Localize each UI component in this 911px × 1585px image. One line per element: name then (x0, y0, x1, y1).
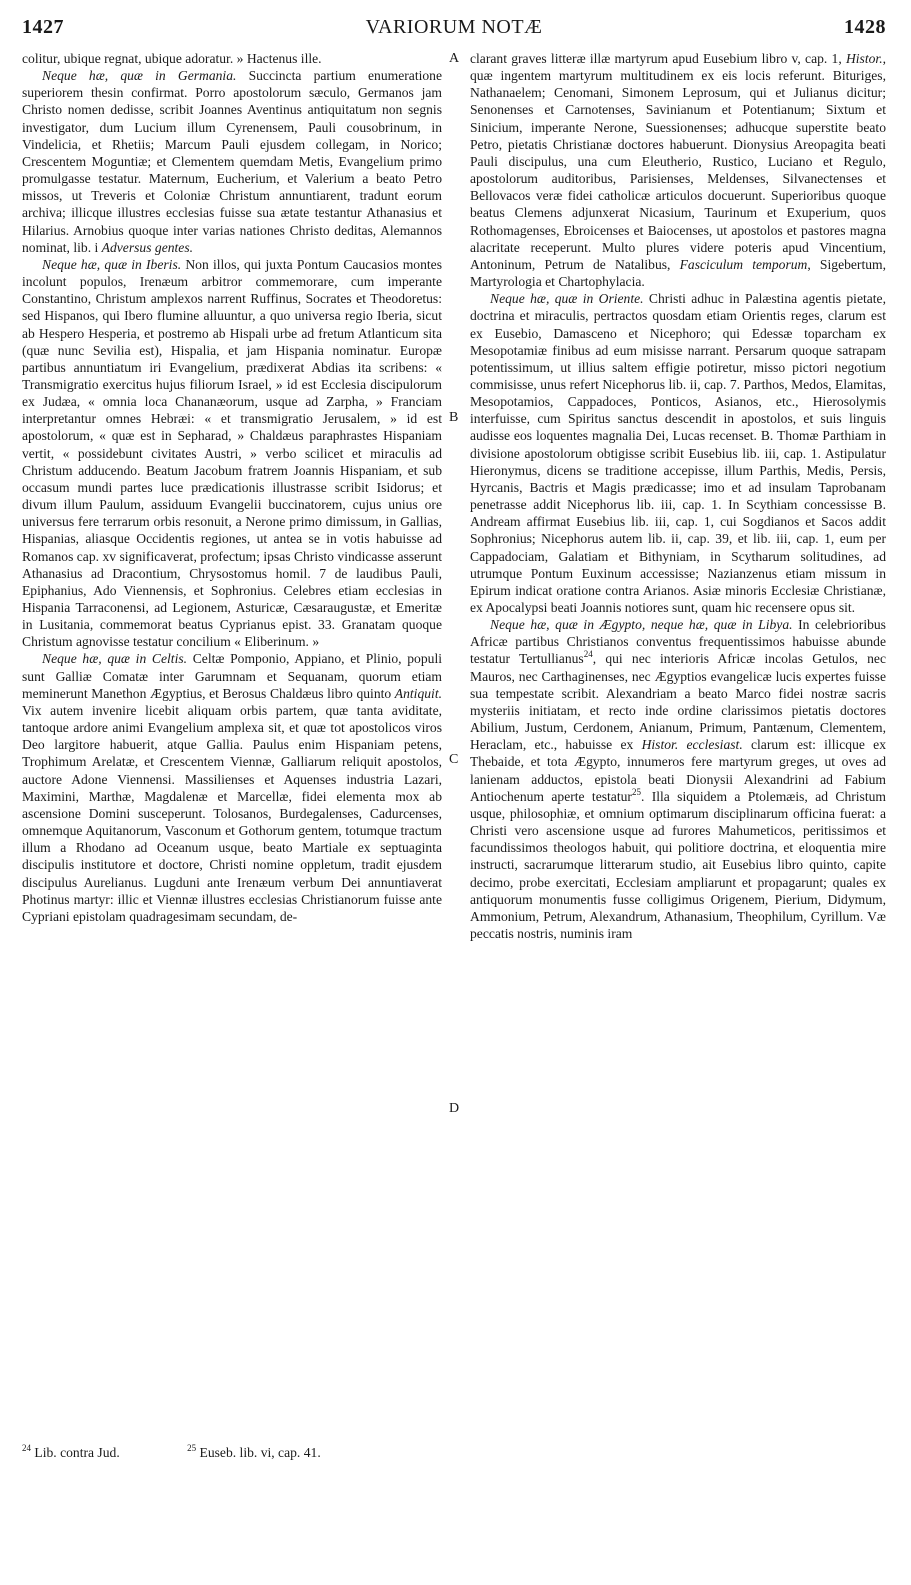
footnote-ref: 24 (583, 649, 593, 660)
section-heading: Neque hæ, quæ in Oriente. (490, 291, 644, 307)
running-header (22, 16, 886, 44)
left-column (22, 50, 442, 925)
footnote-ref: 25 (631, 786, 641, 797)
section-heading: Neque hæ, quæ in Celtis. (42, 651, 188, 667)
page-number-left: 1427 (22, 16, 64, 38)
margin-marker-a: A (449, 51, 460, 66)
margin-marker-b: B (449, 410, 459, 425)
footnote-25: $^{25}$ Euseb. lib. vi, cap. 41. (187, 1443, 321, 1460)
paragraph-oriente: Neque hæ, quæ in Oriente. Christi adhuc in Palæstina agentis pietate, doctrina et miraculis, pertractos quosdam etiam Orientis reges, clarum est ex Eusebio, Damasceno et Nicephoro; qui Edessæ toparcham ex Mesopotamiæ finibus ad eum misisse narrant. Persarum quoque satrapam potentissimum, ut illius saltem effigie potiretur, misso pictori negotium commisisse, unus refert Nicephorus lib. ii, cap. 7. Parthos, Medos, Elamitas, Mesopotamios, Cappadoces, Ponticos, Asianos, etc., Hierosolymis interfuisse, cum Spiritus sanctus descendit in apostolos, et suis linguis audisse eos loquentes magnalia Dei, Lucas recenset. B. Thomæ Parthiam in divisione apostolorum obtigisse scribit Eusebius lib. iii, cap. 1. Astipulatur Hieronymus, dicens se traditione accepisse, illum Parthis, Medis, Persis, Hyrcanis, Bactris et Magis prædicasse; imo et ad insulam Taprobanam penetrasse addit Nicephorus lib. iii, cap. 1. In Scythiam concessisse B. Andream affirmat Eusebius lib. iii, cap. 1, cui Sogdianos et Sacos addit Sophronius; Nicephorus autem lib. ii, cap. 39, et lib. iii, cap. 1, eum per Cappadociam, Galatiam et Bithyniam, in Scytharum solitudines, ad utrumque Pontum Euxinum accessisse; Nazianzenus etiam missum in Epirum indicat oratione contra Arianos. Asiæ minoris Ecclesiæ Christianæ, ex Apocalypsi beati Joannis notiores sunt, quam hic recensere opus sit. (470, 291, 886, 615)
page-number-right: 1428 (844, 16, 886, 38)
margin-marker-d: D (449, 1101, 460, 1116)
paragraph: colitur, ubique regnat, ubique adoratur. » Hactenus ille. (22, 51, 322, 66)
margin-marker-c: C (449, 752, 459, 767)
section-heading: Neque hæ, quæ in Germania. (42, 68, 237, 84)
section-heading: Neque hæ, quæ in Ægypto, neque hæ, quæ in Libya. (490, 617, 793, 633)
section-heading: Neque hæ, quæ in Iberis. (42, 256, 182, 272)
footnotes (22, 1444, 442, 1462)
footnote-24: $^{24}$ Lib. contra Jud. (22, 1443, 120, 1460)
running-title: VARIORUM NOTÆ (365, 16, 543, 38)
paragraph-iberis: Neque hæ, quæ in Iberis. Non illos, qui juxta Pontum Caucasios montes incolunt populos, Irenæum arbitror commemorare, cum imperante Constantino, Christum amplexos narrent Ruffinus, Socrates et Theodoretus: sed Hispanos, qui Ibero flumine alluuntur, a quo universa regio Iberia, sicut ab Hespero Hesperia, et postremo ab Hispali urbe ad fretum Atlanticum sita (quæ nunc Sevilia est), Hispalia, et jam Hispania nominatur. Europæ partibus annuntiatum iri Evangelium, prædixerat Abdias ita scribens: « Transmigratio exercitus hujus filiorum Israel, » id est Ecclesia discipulorum ex Judæa, « omnia loca Chananæorum, usque ad Zarpha, » Franciam interpretantur omnes Hebræi: « et transmigratio Jerusalem, » id est apostolorum, « quæ est in Sepharad, » Chaldæus paraphrastes Hispaniam vertit, « possidebunt civitates Austri, » verbo scilicet et miraculis ad Christum adducendo. Beatum Jacobum fratrem Joannis Hispaniam, et sub occasum mundi partes luce prædicationis illustrasse scribit Isidorus; et divum illum Paulum, assiduum Evangelii buccinatorem, cujus unius ore universus fere terrarum orbis resonuit, a Nerone primo dimissum, in Gallias, Hispanias, aliasque Occidentis regiones, ut antea se in votis habuisse ad Romanos cap. xv significaverat, profectum; ipsas Christo vindicasse asserunt Athanasius ad Dracontium, Chrysostomus homil. 7 de laudibus Pauli, Epiphanius, Ado Viennensis, et Sophronius. Celebres etiam ecclesias in Hispania Tarraconensi, ad Legionem, Asturicæ, Cæsaraugustæ, et Emeritæ in Lusitania, commemorat beatus Cyprianus epist. 33. Granatam quoque Christum agnovisse testatur concilium « Eliberinum. » (22, 256, 442, 650)
right-column (470, 50, 886, 942)
paragraph-continued: clarant graves litteræ illæ martyrum apud Eusebium libro v, cap. 1, Histor., quæ ingentem martyrum multitudinem ex eis locis referunt. Bituriges, Nathanaelem; Cenomani, Simonem Leprosum, qui et Julianus dicitur; Senonenses et Carnotenses, Savinianum et Potentianum; Sixtum et Sinicium, imperante Nerone, Suessionenses; adhucque superstite beato Petro, pietatis Christianæ doctores habuerunt. Dionysius Areopagita beati Pauli discipulus, una cum Eleutherio, Rustico, Luciano et Regulo, apostolorum auditoribus, Parisienses, Meldenses, Silvanectenses et Bellovacos veræ fidei catholicæ articulos docuerunt. Superioribus quoque beatus Clemens adjunxerat Nicasium, Taurinum et Exuperium, quos Rothomagenses, Ebroicenses et Baiocenses, ut apostolos et pastores magna alacritate receperunt. Multo plures videre poteris apud Vincentium, Antoninum, Petrum de Natalibus, Fasciculum temporum, Sigebertum, Martyrologia et Chartophylacia. (470, 51, 887, 290)
paragraph-celtis: Neque hæ, quæ in Celtis. Celtæ Pomponio, Appiano, et Plinio, populi sunt Galliæ Comatæ inter Garumnam et Sequanam, quorum etiam meminerunt Manethon Ægyptius, et Berosus Chaldæus libro quinto Antiquit. Vix autem invenire licebit aliquam orbis partem, quæ tanta aviditate, tantoque ardore animi Evangelium amplexa sit, et quæ tot apostolicos viros Deo largitore habuerit, atque Gallia. Paulus enim Hispaniam petens, Trophimum Arelatæ, et Crescentem Viennæ, Galliarum reliquit apostolos, auctore Adone Viennensi. Massilienses et Aquenses industria Lazari, Maximini, Marthæ, Magdalenæ et Marcellæ, fidei elementa mox ab ascensione Domini susceperunt. Tolosanos, Burdegalenses, Cadurcenses, omnemque Aquitanorum, Vasconum et Gothorum gentem, totumque tractum illum a Rhodano ad Oceanum usque, beato Martiale ex septuaginta discipulis institutore et doctore, Christi nomine oppletum, tradit ejusdem discipulus Aurelianus. Lugduni ante Irenæum verbum Dei annuntiaverat Photinus martyr: illic et Viennæ illustres ecclesias Christianorum fuisse ante Cypriani epistolam quadragesimam secundam, de- (22, 651, 442, 924)
paragraph-germania: Neque hæ, quæ in Germania. Succincta partium enumeratione superiorem thesin confirmat. Porro apostolorum sæculo, Germanos jam Christo nomen dedisse, scribit Joannes Aventinus antiquitatum non segnis investigator, dum Lucium illum Cyrenensem, Pauli cousobrinum, in Vindelicia, et Rhetiis; Marcum Pauli ejusdem collegam, in Norico; Crescentem Moguntiæ; et Clementem quemdam Metis, Evangelium primo promulgasse testatur. Maternum, Eucherium, et Valerium a beato Petro missos, ut Treveris et Coloniæ Christum annuntiarent, tradunt eorum archiva; illicque illustres ecclesias fuisse sua ætate testantur Athanasius et Hilarius. Arnobius quoque inter varias nationes Christo deditas, Alemannos nominat, lib. i Adversus gentes. (22, 68, 442, 255)
paragraph-aegypto: Neque hæ, quæ in Ægypto, neque hæ, quæ in Libya. In celebrioribus Africæ partibus Christianos conventus frequentissimos habuisse abunde testatur Tertullianus$^{24}$, qui nec interioris Africæ incolas Getulos, nec Mauros, nec Carthaginenses, nec Ægyptios evangelicæ lucis expertes fuisse sua tempestate scribit. Alexandriam a beato Marco fidei nostræ sacris mysteriis initiatam, et recto inde ordine clarissimos pietatis doctores Abilium, Justum, Cerdonem, Anianum, Primum, Pantænum, Clementem, Heraclam, etc., habuisse ex Histor. ecclesiast. clarum est: illicque ex Thebaide, et tota Ægypto, innumeros fere martyrum greges, ut oves ad lanienam adductos, epistola beati Dionysii Alexandrini ad Fabium Antiochenum aperte testatur$^{25}$. Illa siquidem a Ptolemæis, ad Christum usque, philosophiæ, et omnium optimarum disciplinarum officina fuerat: a Christi vero ascensione usque ad furores Mahumeticos, peritissimos et facundissimos theologos habuit, qui politiore doctrina, et eloquentia mire instructi, sacrarumque litterarum studio, ait Eusebius libro quinto, capite decimo, probe exercitati, Ecclesiam ampliarunt et propagarunt; quales ex antiquorum monumentis fusse colligimus Origenem, Pierium, Didymum, Ammonium, Petrum, Alexandrum, Athanasium, Theophilum, Cyrillum. Væ peccatis nostris, numinis iram (470, 617, 887, 941)
